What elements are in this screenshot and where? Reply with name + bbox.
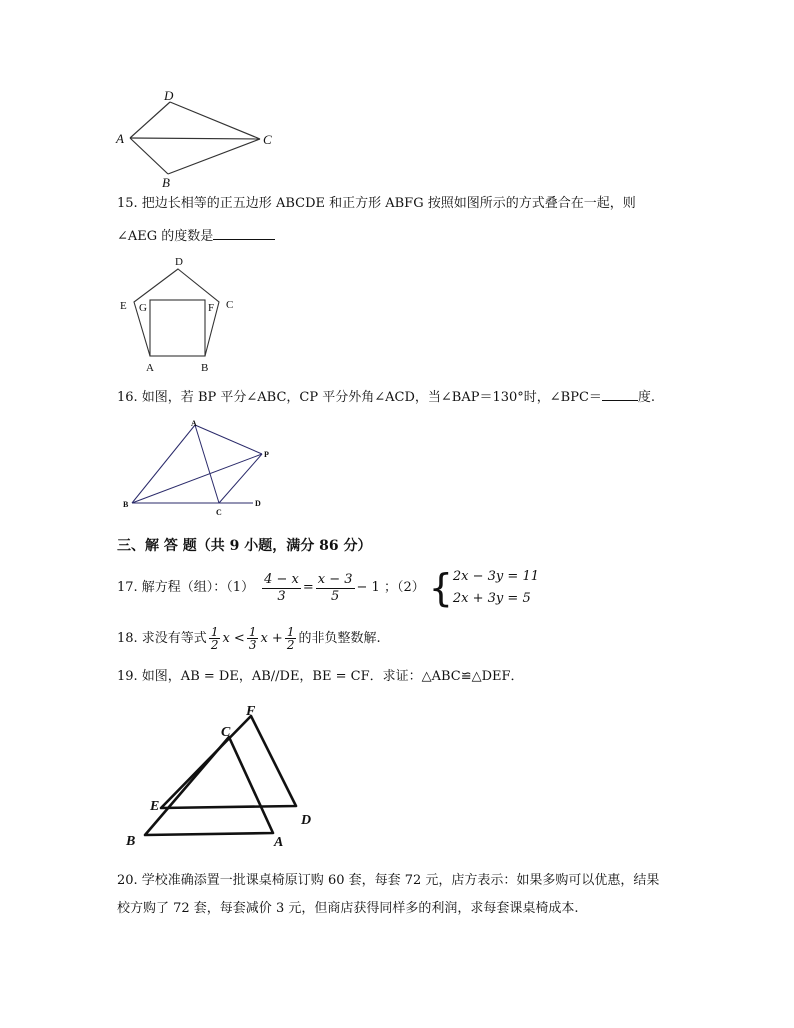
q18-x1: x < [222,630,245,646]
figure-q19-triangles [118,700,328,850]
answer-blank-q16[interactable] [602,387,638,401]
question-17 [117,566,539,610]
segment-ac [195,425,219,503]
q17-tail: − 1 ；（2） [356,580,425,595]
question-18 [117,626,381,651]
label-f: F [246,704,256,719]
label-g: G [139,302,147,314]
q17-frac2-den: 5 [330,588,340,604]
q18-f1-den: 2 [210,638,219,652]
q17-brace: { [428,566,453,610]
triangle-abc [145,737,273,835]
label-a: A [191,419,197,428]
label-b: B [162,175,170,190]
q17-fraction-1 [262,572,301,605]
q20-line2: 校方购了 72 套，每套减价 3 元，但商店获得同样多的利润，求每套课桌椅成本. [117,901,579,916]
q18-fraction-3 [285,626,297,651]
q17-frac1-num: 4 − x [264,571,299,587]
q18-x2: x + [260,630,283,646]
label-e: E [150,799,160,814]
q15-line2-text: ∠AEG 的度数是 [117,229,214,244]
q17-prefix: 17. 解方程（组）：（1） [117,580,255,595]
q18-f3-num: 1 [286,625,295,639]
q17-fraction-2 [316,572,355,605]
label-c: C [216,508,222,517]
q18-fraction-1 [209,626,221,651]
label-a: A [146,362,154,374]
label-d: D [301,813,312,828]
q18-fraction-2 [247,626,259,651]
segment-ad [130,102,170,138]
label-b: B [123,500,129,509]
q16-text: 16. 如图，若 BP 平分∠ABC，CP 平分外角∠ACD，当∠BAP＝130°时，∠BPC＝ [117,390,602,405]
q17-frac1-den: 3 [277,588,286,604]
q17-eq1: 2x − 3y = 11 [452,569,539,584]
label-b: B [201,362,209,374]
label-c: C [263,132,272,147]
answer-blank-q15[interactable] [213,226,275,240]
label-a: A [116,131,124,146]
figure-q14-kite [110,88,290,190]
q17-equals: = [302,580,314,595]
label-f: F [208,302,215,314]
q18-suffix: 的非负整数解. [298,630,381,646]
label-d: D [175,256,183,268]
label-p: P [264,450,269,459]
section-3-header: 三、解 答 题（共 9 小题，满分 86 分） [117,538,372,554]
label-d: D [255,499,261,508]
q15-line1: 15. 把边长相等的正五边形 ABCDE 和正方形 ABFG 按照如图所示的方式叠合在一起，则 [117,196,636,211]
figure-q16-triangle [118,415,278,520]
segment-ap [195,425,262,454]
q17-eq2: 2x + 3y = 5 [452,591,531,606]
q15-line2 [117,226,636,246]
segment-cp [219,454,262,503]
label-c: C [221,725,231,740]
segment-dc [170,102,260,139]
question-20 [117,872,659,918]
question-16 [117,387,655,407]
segment-ab [130,138,168,174]
q18-prefix: 18. 求没有等式 [117,630,207,646]
segment-ac [130,138,260,139]
label-c: C [226,299,234,311]
label-d: D [164,88,174,103]
label-a: A [274,835,284,850]
figure-q15-pentagon-square [112,252,242,374]
segment-bc [168,139,260,174]
q18-f3-den: 2 [286,638,295,652]
question-15 [117,195,636,246]
q18-f2-num: 1 [248,625,257,639]
q20-line1: 20. 学校准确添置一批课桌椅原订购 60 套，每套 72 元，店方表示：如果多购可以优惠，结果 [117,873,660,888]
label-e: E [120,300,127,312]
q18-f1-num: 1 [210,625,219,639]
q17-system [453,566,539,610]
square-abfg [150,300,205,356]
question-19: 19. 如图，AB = DE，AB//DE，BE = CF．求证：△ABC≌△DEF． [117,669,524,684]
q16-text-end: 度. [637,390,656,405]
label-b: B [126,834,136,849]
q18-f2-den: 3 [248,638,257,652]
q17-frac2-num: x − 3 [317,571,353,587]
